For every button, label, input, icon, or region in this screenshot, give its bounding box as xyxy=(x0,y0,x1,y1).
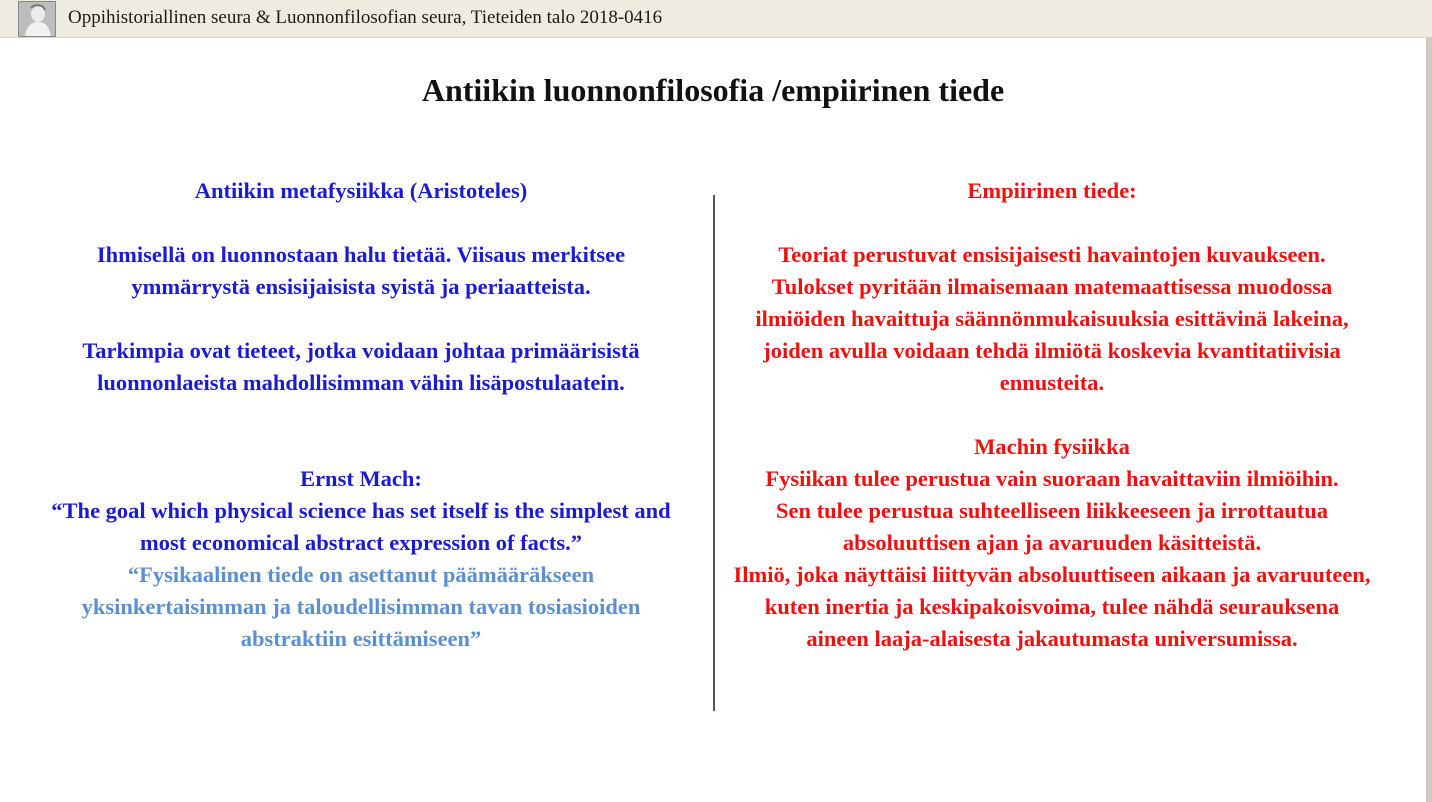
right-paragraph-3: Fysiikan tulee perustua vain suoraan havaittaviin ilmiöihin. xyxy=(765,466,1339,491)
column-divider xyxy=(713,195,715,711)
right-heading: Empiirinen tiede: xyxy=(967,178,1137,203)
left-paragraph-2: Tarkimpia ovat tieteet, jotka voidaan johtaa primäärisistä luonnonlaeista mahdollisimman vähin lisäpostulaatein. xyxy=(82,338,640,395)
left-column xyxy=(40,175,682,655)
header-bar xyxy=(0,0,1432,38)
right-paragraph-1: Teoriat perustuvat ensisijaisesti havaintojen kuvaukseen. xyxy=(778,242,1326,267)
left-heading: Antiikin metafysiikka (Aristoteles) xyxy=(194,178,528,203)
mach-quote-english: “The goal which physical science has set itself is the simplest and most economical abstract expression of facts.” xyxy=(51,498,671,555)
mach-quote-finnish: “Fysikaalinen tiede on asettanut päämääräkseen yksinkertaisimman ja taloudellisimman tavan tosiasioiden abstraktiin esittämiseen” xyxy=(81,562,641,651)
slide-title: Antiikin luonnonfilosofia /empiirinen tiede xyxy=(421,72,1005,108)
left-paragraph-1: Ihmisellä on luonnostaan halu tietää. Viisaus merkitsee ymmärrystä ensisijaisista syistä ja periaatteista. xyxy=(96,242,626,299)
right-paragraph-5: Ilmiö, joka näyttäisi liittyvän absoluuttiseen aikaan ja avaruuteen, kuten inertia ja keskipakoisvoima, tulee nähdä seurauksena aineen laaja-alaisesta jakautumasta universumissa. xyxy=(733,562,1371,651)
machin-fysiikka-heading: Machin fysiikka xyxy=(974,434,1130,459)
right-column xyxy=(732,175,1372,655)
right-paragraph-4: Sen tulee perustua suhteelliseen liikkeeseen ja irrottautua absoluuttisen ajan ja avaruuden käsitteistä. xyxy=(775,498,1329,555)
right-edge-bar xyxy=(1426,37,1432,802)
header-text: Oppihistoriallinen seura & Luonnonfilosofian seura, Tieteiden talo 2018-0416 xyxy=(68,7,663,28)
mach-heading: Ernst Mach: xyxy=(300,466,422,491)
right-paragraph-2: Tulokset pyritään ilmaisemaan matemaattisessa muodossa ilmiöiden havaittuja säännönmukaisuuksia esittävinä lakeina, joiden avulla voidaan tehdä ilmiötä koskevia kvantitatiivisia ennusteita. xyxy=(755,274,1349,395)
portrait-icon xyxy=(18,1,56,37)
